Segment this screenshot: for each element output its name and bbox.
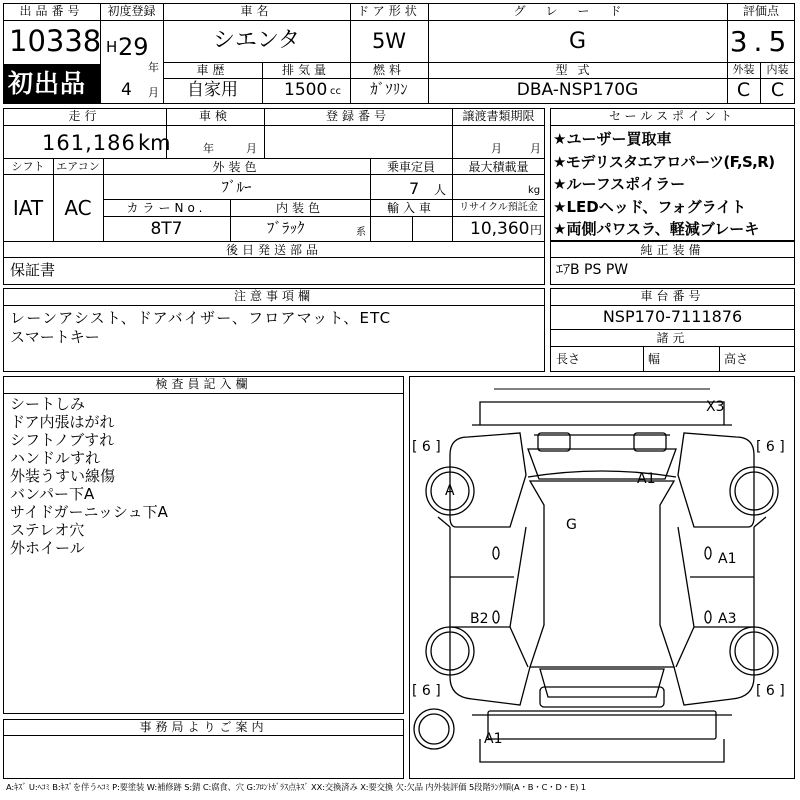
inspection-year-unit: 年: [203, 142, 214, 155]
import-label: 輸入車: [386, 201, 435, 215]
exterior-color: ﾌﾞﾙｰ: [221, 178, 252, 196]
door-type-label: ドア形状: [357, 4, 421, 18]
exterior-color-label: 外装色: [212, 160, 261, 174]
transfer-deadline-label: 譲渡書類期限: [462, 109, 535, 123]
interior-grade-label: 内装: [766, 63, 789, 76]
notes-line-1: レーンアシスト、ドアバイザー、フロアマット、ETC: [10, 309, 392, 327]
damage-mark-right-front-door: A1: [718, 551, 737, 567]
displacement-label: 排気量: [281, 63, 330, 77]
color-number: 8T7: [150, 219, 183, 239]
transfer-day-unit: 月: [530, 142, 541, 155]
lot-number-label: 出品番号: [19, 4, 84, 18]
damage-mark-right-rear-door: A3: [718, 611, 737, 627]
shift-label: シフト: [11, 160, 45, 173]
damage-mark-roof-x3: X3: [706, 399, 725, 415]
spec-length-label: 長さ: [556, 352, 581, 366]
inspector-label: 検査員記入欄: [155, 377, 252, 391]
inspector-list: [10, 395, 400, 557]
selling-point: ★ルーフスポイラー: [553, 175, 686, 193]
inspector-item: シフトノブすれ: [10, 431, 115, 449]
exterior-grade: C: [736, 79, 751, 101]
displacement: 1500: [284, 80, 328, 100]
damage-legend: A:ｷｽﾞ U:ﾍｺﾐ B:ｷｽﾞを伴うﾍｺﾐ P:要塗装 W:補修跡 S:錆 C:腐食、穴 G:ﾌﾛﾝﾄｶﾞﾗｽ点ｷｽﾞ XX:交換済み X:要交換 欠:欠品 内外装評価 5段階ﾗﾝｸ順(A・B・C・D・E) 1: [6, 782, 586, 792]
inspection-month-unit: 月: [246, 142, 257, 155]
year-unit: 年: [148, 61, 159, 74]
damage-mark-roof-center: G: [566, 517, 577, 533]
interior-color: ﾌﾞﾗｯｸ: [267, 219, 305, 237]
damage-mark-hood-a1: A1: [637, 471, 656, 487]
mileage-unit: km: [138, 131, 171, 155]
recycle-fee-label: リサイクル預託金: [459, 202, 538, 213]
notes-line-2: スマートキー: [10, 328, 100, 346]
selling-points-label: セールスポイント: [609, 109, 736, 123]
selling-points-list: [553, 128, 793, 241]
first-listing-badge: 初出品: [4, 65, 100, 103]
car-diagram: [410, 377, 794, 778]
damage-mark-front-left-wheel: A: [445, 483, 455, 499]
model-code: DBA-NSP170G: [516, 80, 639, 100]
spec-height-label: 高さ: [724, 352, 749, 366]
shift-type: IAT: [12, 196, 44, 220]
bracket-rear-right: [ 6 ]: [756, 683, 785, 699]
inspector-item: 外装うすい線傷: [10, 467, 116, 485]
era-label: H: [106, 38, 118, 56]
interior-color-unit: 系: [356, 227, 366, 238]
inspector-item: サイドガーニッシュ下A: [10, 503, 168, 521]
displacement-unit: cc: [330, 86, 341, 97]
inspection-label: 車検: [198, 109, 231, 123]
inspector-item: ドア内張はがれ: [10, 413, 115, 431]
inspector-item: バンパー下A: [10, 485, 95, 503]
specs-label: 諸元: [656, 331, 689, 345]
recycle-fee: 10,360: [470, 219, 530, 239]
equipment-label: 純正装備: [640, 243, 705, 257]
damage-mark-left-rear-door: B2: [470, 611, 489, 627]
bracket-rear-left: [ 6 ]: [412, 683, 441, 699]
office-label: 事務局よりご案内: [139, 720, 268, 734]
bracket-front-right: [ 6 ]: [756, 439, 785, 455]
mileage-label: 走行: [68, 109, 101, 123]
spec-width-label: 幅: [648, 352, 661, 366]
bracket-front-left: [ 6 ]: [412, 439, 441, 455]
chassis-number: NSP170-7111876: [602, 307, 743, 326]
interior-grade: C: [770, 79, 785, 101]
inspector-item: ハンドルすれ: [10, 449, 101, 467]
capacity-label: 乗車定員: [386, 160, 435, 174]
score-label: 評価点: [742, 4, 779, 18]
exterior-grade-label: 外装: [732, 63, 755, 76]
fuel-type: ｶﾞｿﾘﾝ: [370, 80, 408, 98]
fuel-label: 燃料: [372, 63, 405, 77]
equipment-value: ｴｱB PS PW: [556, 262, 629, 278]
door-type: 5W: [371, 29, 407, 53]
model-label: 型式: [555, 63, 600, 77]
grade-label: グレード: [513, 4, 642, 18]
car-name-label: 車名: [240, 4, 273, 18]
chassis-label: 車台番号: [640, 289, 705, 303]
first-registration-label: 初度登録: [107, 4, 156, 18]
max-load-label: 最大積載量: [468, 160, 529, 174]
later-parts-label: 後日発送部品: [225, 243, 322, 257]
mileage: 161,186: [42, 131, 136, 155]
history-label: 車歴: [196, 63, 229, 77]
transfer-month-unit: 月: [491, 142, 502, 155]
selling-point: ★LEDヘッド、フォグライト: [553, 197, 747, 216]
aircon-type: AC: [64, 196, 92, 220]
interior-color-label: 内装色: [275, 201, 324, 215]
vehicle-history: 自家用: [187, 80, 238, 100]
month-unit: 月: [148, 86, 159, 99]
registration-number-label: 登録番号: [325, 109, 390, 123]
inspector-item: シートしみ: [10, 395, 86, 413]
max-load-unit: kg: [528, 185, 541, 196]
auction-score: 3.5: [729, 25, 793, 58]
damage-mark-rear-bumper: A1: [484, 731, 503, 747]
color-number-label: カラーNo.: [126, 201, 207, 215]
car-name: シエンタ: [212, 28, 301, 53]
seating-capacity: 7: [409, 179, 420, 198]
registration-year: 29: [118, 33, 149, 61]
capacity-unit: 人: [434, 183, 447, 197]
registration-month: 4: [121, 80, 132, 100]
inspector-item: 外ホイール: [10, 539, 85, 557]
notes-label: 注意事項欄: [233, 289, 314, 303]
selling-point: ★モデリスタエアロパーツ(F,S,R): [553, 152, 775, 171]
recycle-fee-unit: 円: [530, 223, 543, 237]
grade: G: [568, 29, 587, 54]
selling-point: ★ユーザー買取車: [553, 130, 672, 148]
selling-point: ★両側パワスラ、軽減ブレーキ: [553, 220, 760, 238]
aircon-label: エアコン: [56, 160, 100, 173]
later-parts-value: 保証書: [10, 261, 56, 279]
lot-number: 10338: [9, 24, 102, 58]
inspector-item: ステレオ穴: [10, 521, 85, 539]
